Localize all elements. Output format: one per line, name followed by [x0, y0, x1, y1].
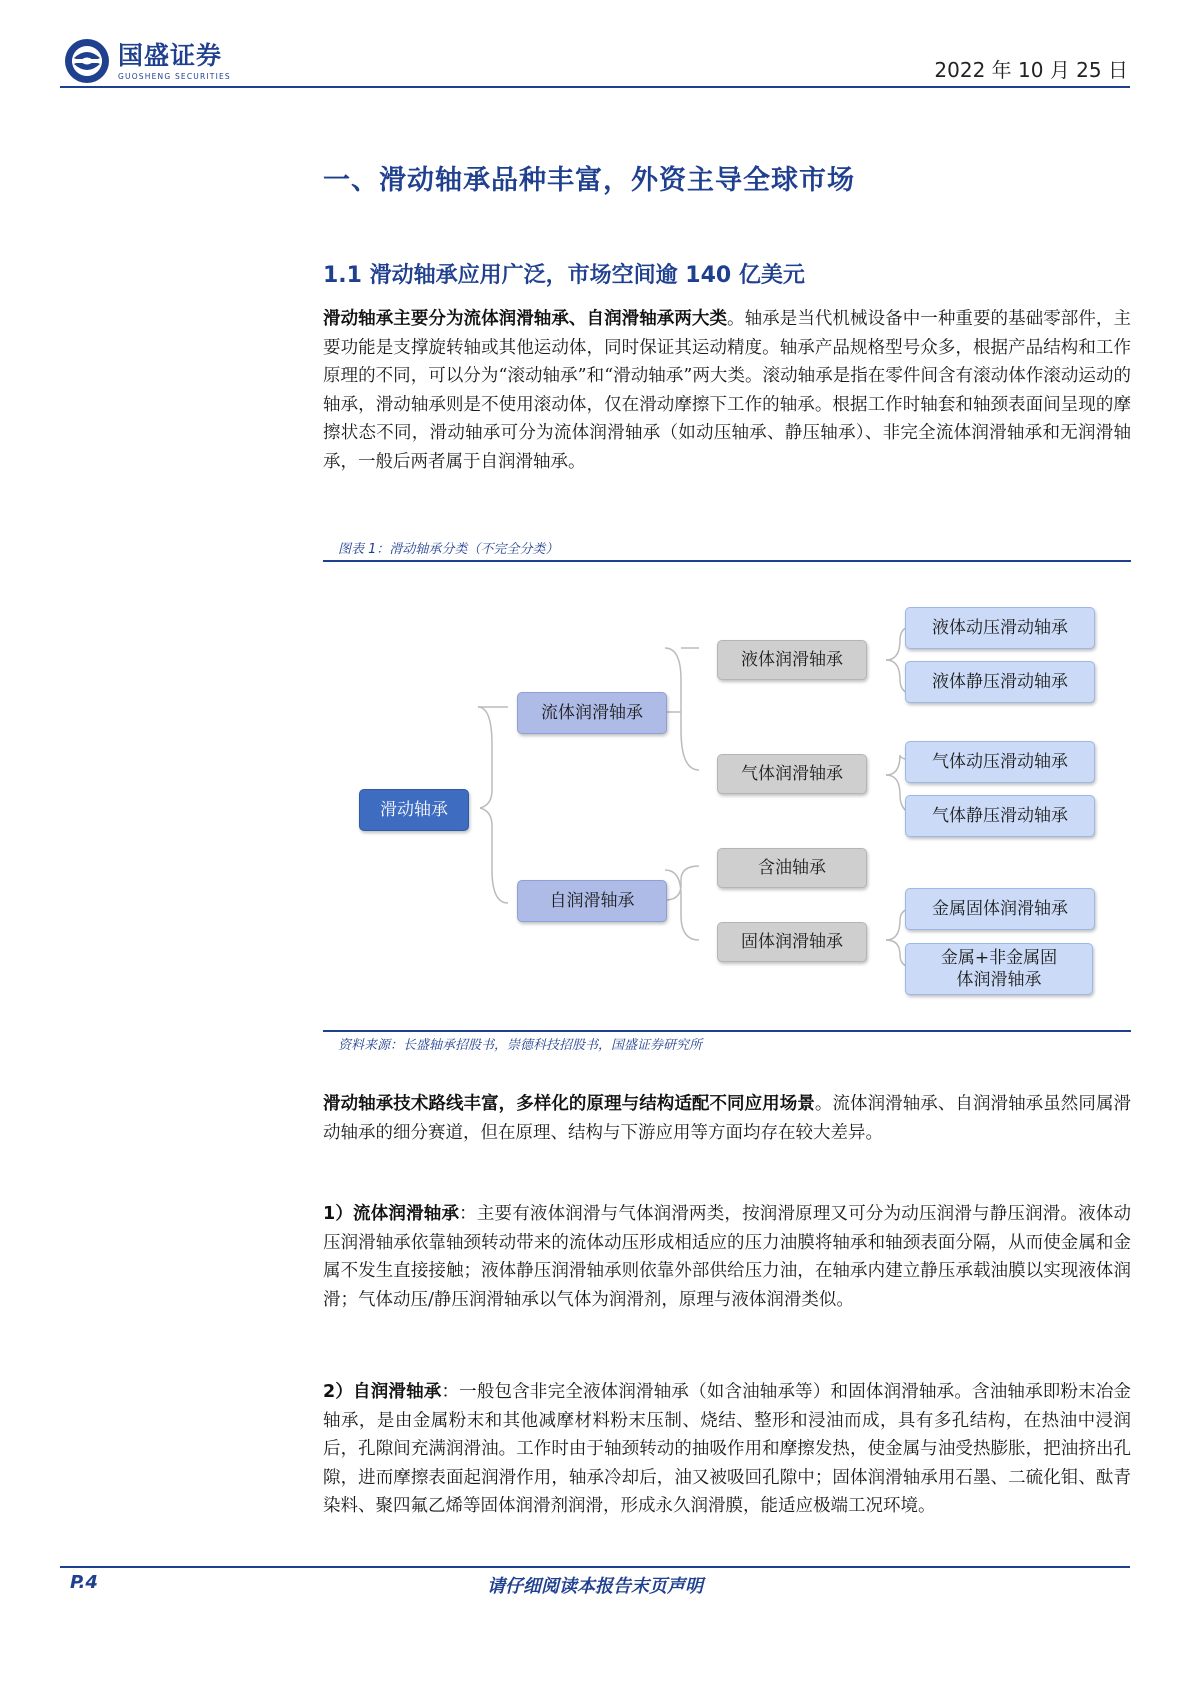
node-solid-lubricated-bearing: 固体润滑轴承 — [717, 922, 867, 962]
paragraph-lead: 1）流体润滑轴承 — [323, 1204, 460, 1224]
node-gas-hydrostatic-bearing: 气体静压滑动轴承 — [905, 795, 1095, 837]
paragraph-self-lubricating — [323, 1378, 1131, 1521]
figure-caption: 图表 1：滑动轴承分类（不完全分类） — [338, 542, 559, 557]
logo-name-cn: 国盛证券 — [118, 40, 223, 70]
paragraph-lead: 滑动轴承技术路线丰富，多样化的原理与结构适配不同应用场景 — [323, 1094, 815, 1114]
paragraph-body: 。流体润滑轴承、自润滑轴承虽然同属滑动轴承的细分赛道，但在原理、结构与下游应用等方面均存在较大差异。 — [323, 1094, 1132, 1143]
paragraph-body: ：一般包含非完全液体润滑轴承（如含油轴承等）和固体润滑轴承。含油轴承即粉末冶金轴承，是由金属粉末和其他减摩材料粉末压制、烧结、整形和浸油而成，具有多孔结构，在热油中浸润后，孔隙间充满润滑油。工作时由于轴颈转动的抽吸作用和摩擦发热，使金属与油受热膨胀，把油挤出孔隙，进而摩擦表面起润滑作用，轴承冷却后，油又被吸回孔隙中；固体润滑轴承用石墨、二硫化钼、酞青染料、聚四氟乙烯等固体润滑剂润滑，形成永久润滑膜，能适应极端工况环境。 — [323, 1382, 1132, 1516]
node-self-lubricating-bearing: 自润滑轴承 — [517, 880, 667, 922]
node-oil-impregnated-bearing: 含油轴承 — [717, 848, 867, 888]
node-fluid-lubricated-bearing: 流体润滑轴承 — [517, 692, 667, 734]
paragraph-classification — [323, 305, 1131, 476]
figure-source: 资料来源：长盛轴承招股书，崇德科技招股书，国盛证券研究所 — [338, 1038, 703, 1053]
report-date: 2022 年 10 月 25 日 — [934, 58, 1128, 82]
node-gas-hydrodynamic-bearing: 气体动压滑动轴承 — [905, 741, 1095, 783]
node-metal-solid-lubricated-bearing: 金属固体润滑轴承 — [905, 888, 1095, 930]
node-liquid-hydrostatic-bearing: 液体静压滑动轴承 — [905, 661, 1095, 703]
node-metal-nonmetal-solid-bearing: 金属+非金属固体润滑轴承 — [905, 943, 1093, 995]
header-divider — [60, 86, 1130, 88]
node-gas-lubricated-bearing: 气体润滑轴承 — [717, 754, 867, 794]
paragraph-body: ：主要有液体润滑与气体润滑两类，按润滑原理又可分为动压润滑与静压润滑。液体动压润滑轴承依靠轴颈转动带来的流体动压形成相适应的压力油膜将轴承和轴颈表面分隔，从而使金属和金属不发生直接接触；液体静压润滑轴承则依靠外部供给压力油，在轴承内建立静压承载油膜以实现液体润滑；气体动压/静压润滑轴承以气体为润滑剂，原理与液体润滑类似。 — [323, 1204, 1131, 1310]
footer-disclaimer-note: 请仔细阅读本报告末页声明 — [487, 1576, 703, 1597]
subsection-title: 1.1 滑动轴承应用广泛，市场空间逾 140 亿美元 — [323, 263, 805, 288]
node-liquid-lubricated-bearing: 液体润滑轴承 — [717, 640, 867, 680]
node-liquid-hydrodynamic-bearing: 液体动压滑动轴承 — [905, 607, 1095, 649]
section-title: 一、滑动轴承品种丰富，外资主导全球市场 — [323, 165, 855, 196]
node-sliding-bearing: 滑动轴承 — [359, 789, 469, 831]
footer-divider — [60, 1566, 1130, 1568]
paragraph-lead: 2）自润滑轴承 — [323, 1382, 442, 1402]
page-number: P.4 — [70, 1572, 98, 1593]
paragraph-body: 。轴承是当代机械设备中一种重要的基础零部件，主要功能是支撑旋转轴或其他运动体，同时保证其运动精度。轴承产品规格型号众多，根据产品结构和工作原理的不同，可以分为“滚动轴承”和“滑动轴承”两大类。滚动轴承是指在零件间含有滚动体作滚动运动的轴承，滑动轴承则是不使用滚动体，仅在滑动摩擦下工作的轴承。根据工作时轴套和轴颈表面间呈现的摩擦状态不同，滑动轴承可分为流体润滑轴承（如动压轴承、静压轴承）、非完全流体润滑轴承和无润滑轴承，一般后两者属于自润滑轴承。 — [323, 309, 1132, 472]
paragraph-lead: 滑动轴承主要分为流体润滑轴承、自润滑轴承两大类 — [323, 309, 728, 329]
company-logo — [64, 38, 231, 84]
paragraph-fluid-lubricated — [323, 1200, 1131, 1314]
figure-top-rule — [323, 560, 1131, 562]
guosheng-logo-icon — [64, 38, 110, 84]
paragraph-tech-routes — [323, 1090, 1131, 1147]
figure-bottom-rule — [323, 1030, 1131, 1032]
logo-name-en: GUOSHENG SECURITIES — [118, 71, 231, 81]
